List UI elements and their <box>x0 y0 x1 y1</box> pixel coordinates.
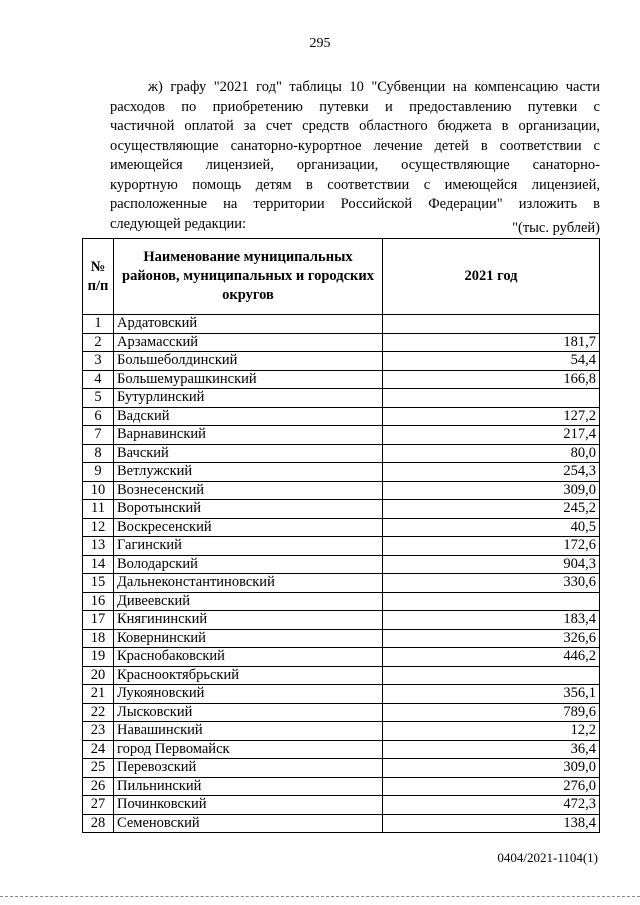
table-row <box>83 685 600 704</box>
row-number: 9 <box>83 463 114 482</box>
row-number: 3 <box>83 352 114 371</box>
row-value: 127,2 <box>383 407 600 426</box>
subsidy-table <box>82 238 600 833</box>
row-name: Краснооктябрьский <box>114 666 383 685</box>
header-name: Наименование муниципальных районов, муниципальных и городских округов <box>114 239 383 315</box>
row-name: Гагинский <box>114 537 383 556</box>
table-row <box>83 333 600 352</box>
table-row <box>83 814 600 833</box>
row-number: 17 <box>83 611 114 630</box>
row-number: 6 <box>83 407 114 426</box>
row-number: 10 <box>83 481 114 500</box>
unit-note: "(тыс. рублей) <box>512 220 600 236</box>
row-value: 245,2 <box>383 500 600 519</box>
row-name: Вачский <box>114 444 383 463</box>
row-name: Арзамасский <box>114 333 383 352</box>
header-num: № п/п <box>83 239 114 315</box>
row-value: 181,7 <box>383 333 600 352</box>
table-row <box>83 370 600 389</box>
table-row <box>83 426 600 445</box>
table-row <box>83 796 600 815</box>
row-value: 309,0 <box>383 481 600 500</box>
row-name: Воскресенский <box>114 518 383 537</box>
table-row <box>83 352 600 371</box>
row-number: 7 <box>83 426 114 445</box>
row-number: 14 <box>83 555 114 574</box>
row-value: 80,0 <box>383 444 600 463</box>
row-name: Починковский <box>114 796 383 815</box>
row-name: Воротынский <box>114 500 383 519</box>
header-value: 2021 год <box>383 239 600 315</box>
intro-line: ж) графу "2021 год" таблицы 10 "Субвенции на компенсацию части <box>148 79 600 95</box>
intro-paragraph <box>110 78 600 234</box>
row-name: Варнавинский <box>114 426 383 445</box>
row-value <box>383 389 600 408</box>
table-row <box>83 444 600 463</box>
row-name: Княгининский <box>114 611 383 630</box>
row-value: 472,3 <box>383 796 600 815</box>
row-value <box>383 666 600 685</box>
row-value: 12,2 <box>383 722 600 741</box>
row-value: 183,4 <box>383 611 600 630</box>
row-name: Ардатовский <box>114 315 383 334</box>
row-value: 166,8 <box>383 370 600 389</box>
intro-line: имеющейся лицензией, организации, осуществляющие санаторно- <box>110 157 600 173</box>
table-row <box>83 315 600 334</box>
row-number: 24 <box>83 740 114 759</box>
row-name: город Первомайск <box>114 740 383 759</box>
row-number: 8 <box>83 444 114 463</box>
table-row <box>83 537 600 556</box>
row-number: 12 <box>83 518 114 537</box>
row-value: 36,4 <box>383 740 600 759</box>
intro-line: частичной оплатой за счет средств областного бюджета в организации, <box>110 118 600 134</box>
row-number: 2 <box>83 333 114 352</box>
row-number: 15 <box>83 574 114 593</box>
row-number: 18 <box>83 629 114 648</box>
table-body <box>83 315 600 833</box>
table-row <box>83 666 600 685</box>
row-number: 13 <box>83 537 114 556</box>
table-row <box>83 500 600 519</box>
row-number: 20 <box>83 666 114 685</box>
row-value: 356,1 <box>383 685 600 704</box>
row-name: Вознесенский <box>114 481 383 500</box>
row-number: 21 <box>83 685 114 704</box>
row-name: Лысковский <box>114 703 383 722</box>
row-name: Вадский <box>114 407 383 426</box>
table-row <box>83 648 600 667</box>
table-row <box>83 481 600 500</box>
row-number: 4 <box>83 370 114 389</box>
row-number: 11 <box>83 500 114 519</box>
row-number: 22 <box>83 703 114 722</box>
row-name: Пильнинский <box>114 777 383 796</box>
table-row <box>83 777 600 796</box>
row-number: 23 <box>83 722 114 741</box>
table-row <box>83 407 600 426</box>
intro-line: осуществляющие санаторно-курортное лечение детей в соответствии с <box>110 137 600 154</box>
table-row <box>83 629 600 648</box>
page-number: 295 <box>309 36 331 51</box>
intro-line: расположенные на территории Российской Федерации" изложить в <box>110 196 600 212</box>
intro-line: следующей редакции: <box>110 215 247 232</box>
row-name: Дальнеконстантиновский <box>114 574 383 593</box>
row-value: 789,6 <box>383 703 600 722</box>
table-row <box>83 463 600 482</box>
row-number: 26 <box>83 777 114 796</box>
row-value: 54,4 <box>383 352 600 371</box>
row-value: 254,3 <box>383 463 600 482</box>
table-row <box>83 592 600 611</box>
row-number: 5 <box>83 389 114 408</box>
bottom-divider <box>0 896 640 897</box>
row-number: 1 <box>83 315 114 334</box>
row-value: 217,4 <box>383 426 600 445</box>
row-value: 330,6 <box>383 574 600 593</box>
table-row <box>83 574 600 593</box>
intro-line: курортную помощь детям в соответствии с имеющейся лицензией, <box>110 176 600 193</box>
row-name: Ветлужский <box>114 463 383 482</box>
table-row <box>83 759 600 778</box>
table-row <box>83 555 600 574</box>
document-code: 0404/2021-1104(1) <box>497 850 598 865</box>
table-row <box>83 518 600 537</box>
intro-line: расходов по приобретению путевки и предоставлению путевки с <box>110 98 600 115</box>
row-number: 27 <box>83 796 114 815</box>
row-name: Краснобаковский <box>114 648 383 667</box>
row-name: Большемурашкинский <box>114 370 383 389</box>
row-number: 28 <box>83 814 114 833</box>
row-value: 138,4 <box>383 814 600 833</box>
row-name: Перевозский <box>114 759 383 778</box>
row-name: Дивеевский <box>114 592 383 611</box>
row-number: 25 <box>83 759 114 778</box>
row-name: Навашинский <box>114 722 383 741</box>
row-number: 19 <box>83 648 114 667</box>
row-value: 904,3 <box>383 555 600 574</box>
row-value: 309,0 <box>383 759 600 778</box>
row-number: 16 <box>83 592 114 611</box>
table-row <box>83 703 600 722</box>
row-value: 40,5 <box>383 518 600 537</box>
row-value <box>383 315 600 334</box>
table-row <box>83 740 600 759</box>
row-value: 446,2 <box>383 648 600 667</box>
row-value: 276,0 <box>383 777 600 796</box>
table-row <box>83 611 600 630</box>
table-row <box>83 389 600 408</box>
row-name: Володарский <box>114 555 383 574</box>
row-name: Лукояновский <box>114 685 383 704</box>
table-row <box>83 722 600 741</box>
row-value <box>383 592 600 611</box>
row-name: Бутурлинский <box>114 389 383 408</box>
table-header-row <box>83 239 600 315</box>
row-value: 326,6 <box>383 629 600 648</box>
row-name: Семеновский <box>114 814 383 833</box>
row-name: Ковернинский <box>114 629 383 648</box>
row-value: 172,6 <box>383 537 600 556</box>
row-name: Большеболдинский <box>114 352 383 371</box>
